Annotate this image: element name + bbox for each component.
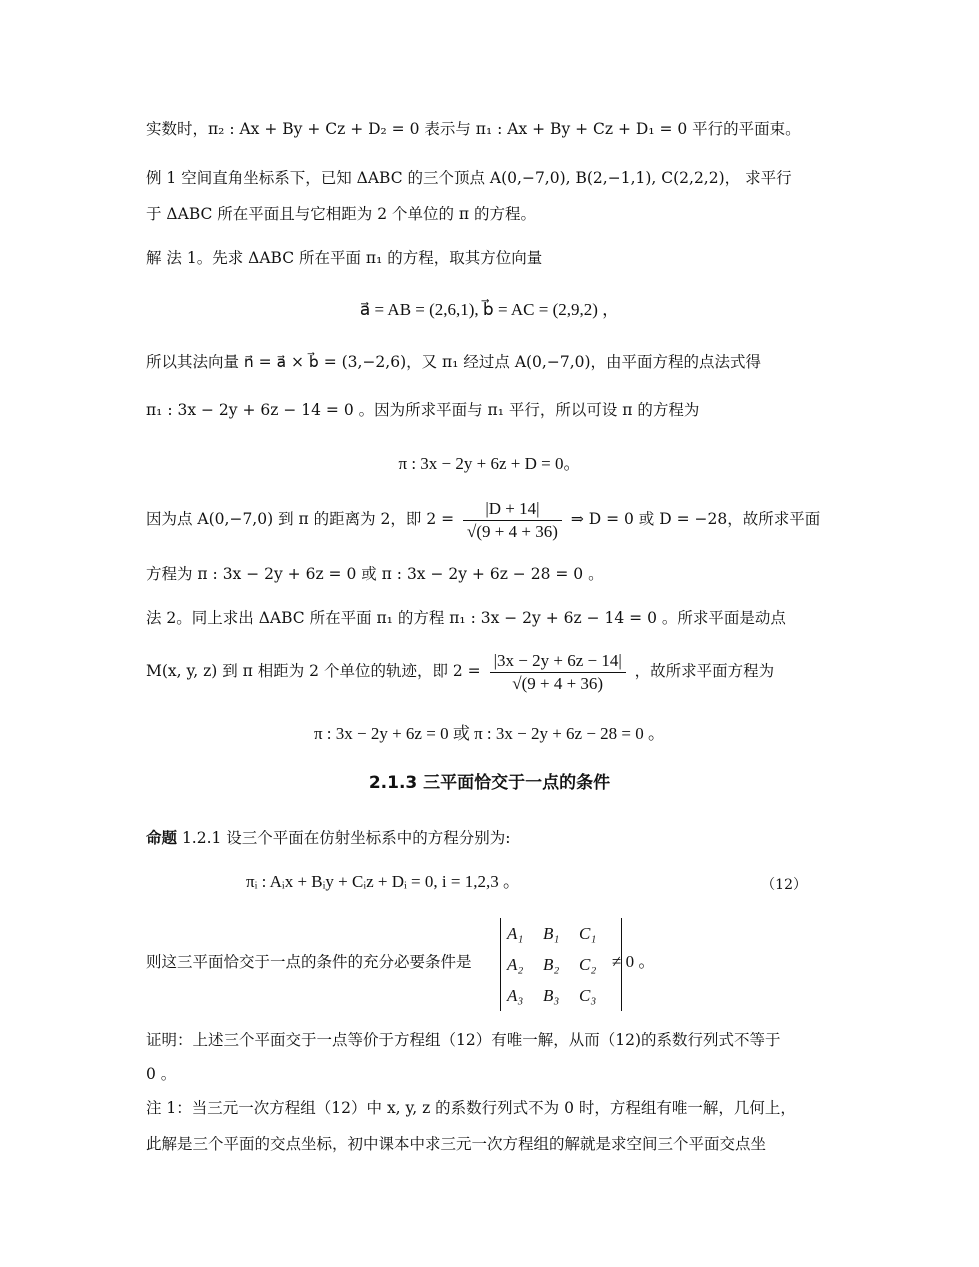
det-cell: C₃ (579, 985, 597, 1005)
vector-equation: a⃗ = AB = (2,6,1), b⃗ = AC = (2,9,2) ， (359, 300, 620, 319)
equation-12: πᵢ : Aᵢx + Bᵢy + Cᵢz + Dᵢ = 0, i = 1,2,3 。 (246, 872, 520, 891)
plane-equation-pi: π : 3x − 2y + 6z + D = 0。 (398, 454, 581, 473)
determinant-row-1 (507, 918, 615, 949)
det-cell: C₂ (579, 954, 597, 974)
example-line-2: 于 ΔABC 所在平面且与它相距为 2 个单位的 π 的方程。 (146, 205, 537, 223)
determinant-row-3 (507, 980, 615, 1011)
fraction-numerator: |3x − 2y + 6z − 14| (490, 650, 626, 673)
locus-line (146, 648, 774, 695)
det-cell: A₂ (507, 954, 524, 974)
locus-line-pre: M(x, y, z) 到 π 相距为 2 个单位的轨迹，即 2 = (146, 662, 481, 680)
det-cell: B₂ (543, 954, 560, 974)
equation-number: （12） (761, 877, 807, 893)
distance-line (146, 496, 820, 543)
distance-fraction (463, 498, 562, 543)
det-cell: C₁ (579, 923, 597, 943)
proof-line-2: 0 。 (146, 1065, 177, 1083)
solution-line-1: 解 法 1。先求 ΔABC 所在平面 π₁ 的方程，取其方位向量 (146, 249, 543, 267)
determinant-row-2 (507, 949, 615, 980)
det-cell: A₃ (507, 985, 524, 1005)
condition-pre: 则这三平面恰交于一点的条件的充分必要条件是 (146, 953, 472, 971)
text-line-1: 实数时，π₂ : Ax + By + Cz + D₂ = 0 表示与 π₁ : Ax + By + Cz + D₁ = 0 平行的平面束。 (146, 120, 801, 138)
fraction-denominator: √(9 + 4 + 36) (467, 521, 558, 541)
solution-line-3: π₁ : 3x − 2y + 6z − 14 = 0 。因为所求平面与 π₁ 平行，所以可设 π 的方程为 (146, 401, 700, 419)
distance-line-pre: 因为点 A(0,−7,0) 到 π 的距离为 2，即 2 = (146, 510, 455, 528)
distance-line-post: ⇒ D = 0 或 D = −28，故所求平面 (570, 510, 821, 528)
fraction-denominator: √(9 + 4 + 36) (512, 673, 604, 693)
note-line-2: 此解是三个平面的交点坐标，初中课本中求三元一次方程组的解就是求空间三个平面交点坐 (146, 1135, 767, 1153)
det-cell: B₃ (543, 985, 560, 1005)
note-line-1: 注 1：当三元一次方程组（12）中 x, y, z 的系数行列式不为 0 时，方程组有唯一解，几何上， (146, 1099, 796, 1117)
coefficient-determinant (500, 918, 622, 1011)
det-cell: A₁ (507, 923, 524, 943)
locus-fraction (490, 650, 626, 695)
proposition-line (146, 828, 511, 848)
proposition-label: 命题 (146, 828, 178, 847)
proposition-text: 1.2.1 设三个平面在仿射坐标系中的方程分别为: (177, 829, 511, 847)
result-line-1: 方程为 π : 3x − 2y + 6z = 0 或 π : 3x − 2y + 6z − 28 = 0 。 (146, 565, 604, 583)
result-line-2: π : 3x − 2y + 6z = 0 或 π : 3x − 2y + 6z − 28 = 0 。 (313, 724, 666, 743)
method2-line-1: 法 2。同上求出 ΔABC 所在平面 π₁ 的方程 π₁ : 3x − 2y + 6z − 14 = 0 。所求平面是动点 (146, 609, 786, 627)
det-cell: B₁ (543, 923, 560, 943)
fraction-numerator: |D + 14| (463, 498, 562, 521)
example-line-1: 例 1 空间直角坐标系下，已知 ΔABC 的三个顶点 A(0,−7,0), B(2,−1,1), C(2,2,2)， 求平行 (146, 169, 792, 187)
proof-line-1: 证明：上述三个平面交于一点等价于方程组（12）有唯一解，从而（12)的系数行列式不等于 (146, 1031, 781, 1049)
locus-line-post: ，故所求平面方程为 (634, 662, 775, 680)
condition-post: ≠ 0 。 (612, 952, 656, 971)
solution-line-2: 所以其法向量 n⃗ = a⃗ × b⃗ = (3,−2,6)，又 π₁ 经过点 A(0,−7,0)，由平面方程的点法式得 (146, 353, 762, 371)
section-heading: 2.1.3 三平面恰交于一点的条件 (368, 773, 611, 793)
